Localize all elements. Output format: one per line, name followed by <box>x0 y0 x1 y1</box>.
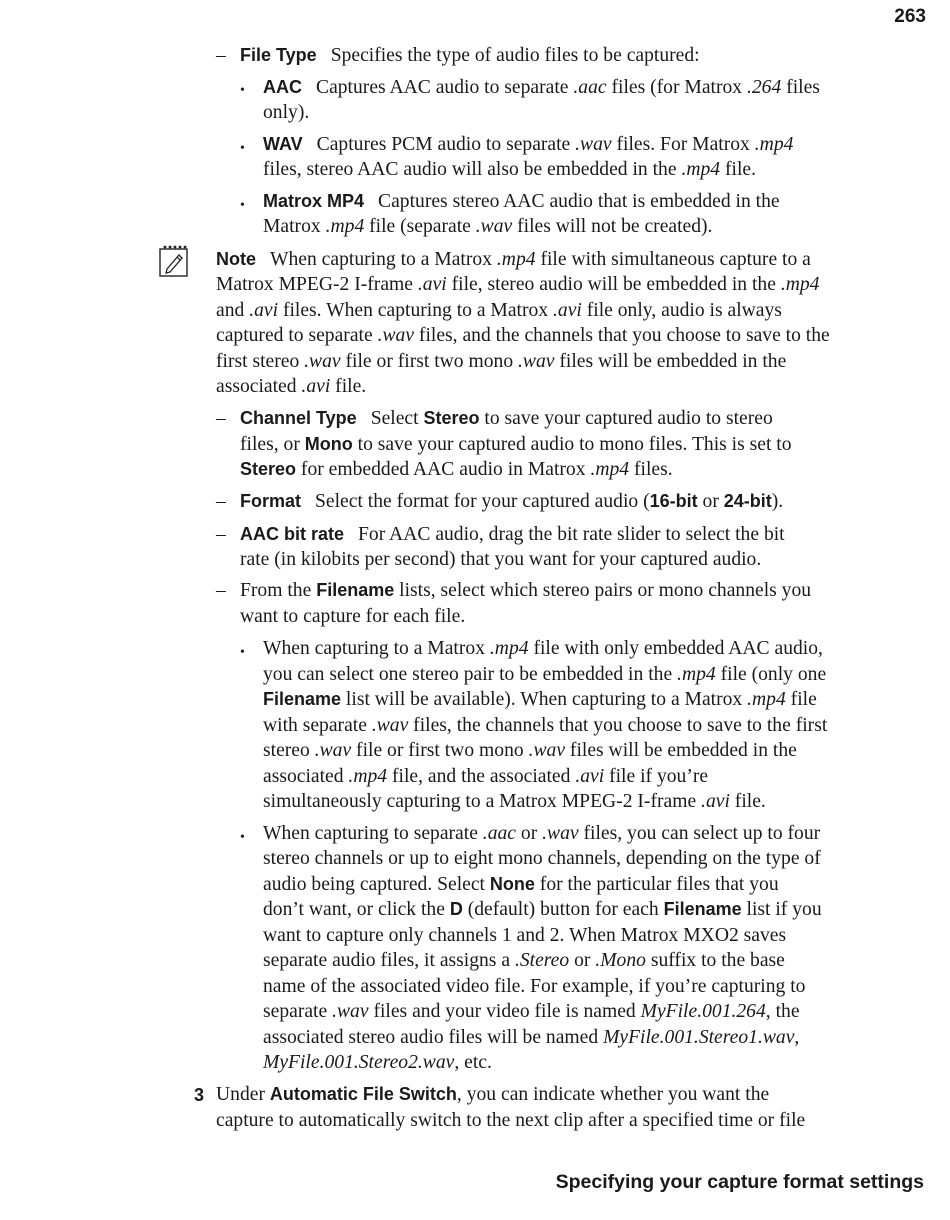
option-aac-cont <box>263 100 309 125</box>
b2-line-8 <box>263 999 800 1024</box>
option-wav-term: WAV <box>263 134 303 154</box>
bullet-marker: • <box>240 830 245 845</box>
text: When capturing to separate <box>263 823 483 844</box>
text: file or first two mono <box>340 351 519 372</box>
bold-text: Filename <box>263 689 342 709</box>
text: want to capture for each file. <box>240 606 466 627</box>
text: separate audio files, it assigns a <box>263 950 515 971</box>
bold-text: 16-bit <box>649 491 698 511</box>
text: for embedded AAC audio in Matrox <box>296 459 591 480</box>
ext: .wav <box>314 740 352 761</box>
file-type-desc: Specifies the type of audio files to be captured: <box>330 45 700 66</box>
text: Under <box>216 1084 270 1105</box>
bold-text: Filename <box>316 580 395 600</box>
text: For AAC audio, drag the bit rate slider to select the bit <box>358 524 785 545</box>
format-item <box>240 489 783 514</box>
option-aac <box>263 75 820 100</box>
text: file if you’re <box>604 766 709 787</box>
bullet-marker: • <box>240 645 245 660</box>
format-term: Format <box>240 491 302 511</box>
option-aac-term: AAC <box>263 77 302 97</box>
text: files, or <box>240 434 305 455</box>
text: Matrox <box>263 216 326 237</box>
text: files. <box>629 459 673 480</box>
b1-line-1 <box>263 636 823 661</box>
text: or <box>516 823 543 844</box>
text: Matrox MPEG-2 I-frame <box>216 274 418 295</box>
text: stereo channels or up to eight mono channels, depending on the type of <box>263 848 821 869</box>
ext: .aac <box>482 823 516 844</box>
text: or <box>697 491 724 512</box>
ext: .mp4 <box>590 459 630 480</box>
text: with separate <box>263 715 372 736</box>
ext: .aac <box>573 77 607 98</box>
text: file with only embedded AAC audio, <box>528 638 823 659</box>
ext: .mp4 <box>780 274 820 295</box>
b2-line-5 <box>263 923 786 948</box>
text: Captures AAC audio to separate <box>316 77 574 98</box>
note-line-5 <box>216 349 786 374</box>
text: file or first two mono <box>351 740 529 761</box>
note-line-2 <box>216 272 819 297</box>
text: files, and the channels that you choose to save to the <box>414 325 830 346</box>
ext: .wav <box>528 740 566 761</box>
ext: .wav <box>304 351 341 372</box>
ext: .Stereo <box>514 950 570 971</box>
ext: .avi <box>553 300 582 321</box>
bold-text: None <box>489 874 535 894</box>
text: stereo <box>263 740 315 761</box>
step-number: 3 <box>194 1085 205 1105</box>
text: , etc. <box>454 1052 492 1073</box>
ext: .avi <box>417 274 447 295</box>
bold-text: D <box>449 899 463 919</box>
text: file. <box>729 791 766 812</box>
ext: MyFile.001.264 <box>640 1001 766 1022</box>
note-line-4 <box>216 323 830 348</box>
step3-line-1 <box>216 1082 769 1107</box>
ext: .Mono <box>595 950 646 971</box>
option-wav <box>263 132 793 157</box>
text: associated stereo audio files will be named <box>263 1027 604 1048</box>
text: only). <box>263 102 310 123</box>
ext: .mp4 <box>496 249 536 270</box>
text: file with simultaneous capture to a <box>535 249 811 270</box>
text: files and your video file is named <box>368 1001 641 1022</box>
note-line-3 <box>216 298 782 323</box>
ext: .mp4 <box>681 159 721 180</box>
b1-line-4 <box>263 713 827 738</box>
text: capture to automatically switch to the next clip after a specified time or file <box>216 1110 806 1131</box>
text: want to capture only channels 1 and 2. When Matrox MXO2 saves <box>263 925 787 946</box>
ext: .wav <box>377 325 415 346</box>
aac-bit-rate-line-1 <box>240 522 785 547</box>
bullet-marker: • <box>240 83 245 98</box>
text: to save your captured audio to mono files. This is set to <box>352 434 792 455</box>
note-line-6 <box>216 374 366 399</box>
filename-line-1 <box>240 578 811 603</box>
text: Captures PCM audio to separate <box>316 134 576 155</box>
notepad-pencil-icon <box>158 244 190 278</box>
dash-marker: – <box>216 491 226 512</box>
channel-type-line-2 <box>240 432 792 457</box>
ext: .wav <box>575 134 612 155</box>
text: ). <box>771 491 784 512</box>
page-footer: Specifying your capture format settings <box>555 1171 924 1193</box>
ext: .wav <box>332 1001 369 1022</box>
text: to save your captured audio to stereo <box>479 408 773 429</box>
text: file. <box>720 159 757 180</box>
b1-line-3 <box>263 687 817 712</box>
text: associated <box>263 766 349 787</box>
channel-type-term: Channel Type <box>240 408 357 428</box>
text: files, stereo AAC audio will also be embedded in the <box>263 159 682 180</box>
bold-text: Stereo <box>423 408 480 428</box>
text: don’t want, or click the <box>263 899 450 920</box>
dash-marker: – <box>216 408 226 429</box>
bold-text: Automatic File Switch <box>269 1084 457 1104</box>
text: you can select one stereo pair to be embedded in the <box>263 664 678 685</box>
ext: .mp4 <box>754 134 794 155</box>
text: files <box>781 77 820 98</box>
bullet-marker: • <box>240 141 245 156</box>
bold-text: Mono <box>304 434 353 454</box>
text: Select <box>370 408 424 429</box>
channel-type-line-3 <box>240 457 673 482</box>
text: , <box>794 1027 800 1048</box>
text: files, you can select up to four <box>578 823 821 844</box>
text: From the <box>240 580 317 601</box>
note-line-1 <box>216 247 811 272</box>
text: captured to separate <box>216 325 378 346</box>
b1-line-6 <box>263 764 708 789</box>
text: files, the channels that you choose to save to the first <box>408 715 828 736</box>
text: associated <box>216 376 302 397</box>
ext: .mp4 <box>677 664 716 685</box>
b2-line-9 <box>263 1025 799 1050</box>
text: files will be embedded in the <box>565 740 797 761</box>
text: simultaneously capturing to a Matrox MPEG-2 I-frame <box>263 791 702 812</box>
text: Select the format for your captured audio ( <box>315 491 650 512</box>
text: or <box>569 950 596 971</box>
text: (default) button for each <box>462 899 664 920</box>
text: list if you <box>741 899 822 920</box>
ext: .wav <box>371 715 409 736</box>
ext: MyFile.001.Stereo2.wav <box>263 1052 455 1073</box>
text: files (for Matrox <box>606 77 747 98</box>
aac-bit-rate-term: AAC bit rate <box>240 524 345 544</box>
text: When capturing to a Matrox <box>263 638 490 659</box>
file-type-item <box>240 43 700 68</box>
text: for the particular files that you <box>534 874 779 895</box>
text: file, and the associated <box>387 766 576 787</box>
ext: .avi <box>249 300 279 321</box>
filename-line-2 <box>240 604 465 629</box>
option-mp4 <box>263 189 780 214</box>
text: , the <box>765 1001 800 1022</box>
ext: .wav <box>518 351 555 372</box>
aac-bit-rate-line-2 <box>240 547 761 572</box>
ext: .avi <box>575 766 605 787</box>
text: file, stereo audio will be embedded in the <box>446 274 781 295</box>
text: rate (in kilobits per second) that you want for your captured audio. <box>240 549 762 570</box>
channel-type-line-1 <box>240 406 773 431</box>
option-mp4-cont <box>263 214 712 239</box>
bullet-marker: • <box>240 198 245 213</box>
option-wav-cont <box>263 157 756 182</box>
b2-line-4 <box>263 897 822 922</box>
ext: MyFile.001.Stereo1.wav <box>603 1027 795 1048</box>
note-term: Note <box>216 249 256 269</box>
ext: .wav <box>542 823 579 844</box>
text: file (only one <box>715 664 827 685</box>
text: list will be available). When capturing to a Matrox <box>341 689 748 710</box>
ext: .wav <box>475 216 513 237</box>
ext: .avi <box>301 376 331 397</box>
text: Captures stereo AAC audio that is embedded in the <box>378 191 780 212</box>
b2-line-1 <box>263 821 820 846</box>
text: file. <box>330 376 367 397</box>
text: name of the associated video file. For example, if you’re capturing to <box>263 976 806 997</box>
b1-line-2 <box>263 662 826 687</box>
ext: .avi <box>701 791 730 812</box>
ext: .mp4 <box>325 216 365 237</box>
page-number: 263 <box>894 6 926 27</box>
dash-marker: – <box>216 580 226 601</box>
file-type-term: File Type <box>240 45 317 65</box>
text: files. When capturing to a Matrox <box>278 300 554 321</box>
ext: .mp4 <box>348 766 388 787</box>
text: files will be embedded in the <box>554 351 787 372</box>
text: files will not be created). <box>512 216 713 237</box>
step3-line-2 <box>216 1108 805 1133</box>
b2-line-3 <box>263 872 779 897</box>
text: , you can indicate whether you want the <box>456 1084 770 1105</box>
bold-text: 24-bit <box>723 491 772 511</box>
text: When capturing to a Matrox <box>270 249 497 270</box>
b2-line-2 <box>263 846 821 871</box>
text: lists, select which stereo pairs or mono channels you <box>394 580 812 601</box>
b2-line-7 <box>263 974 805 999</box>
b1-line-5 <box>263 738 797 763</box>
text: file only, audio is always <box>581 300 782 321</box>
b2-line-10 <box>263 1050 492 1075</box>
text: separate <box>263 1001 333 1022</box>
text: files. For Matrox <box>611 134 755 155</box>
dash-marker: – <box>216 45 226 66</box>
text: file (separate <box>364 216 476 237</box>
text: first stereo <box>216 351 305 372</box>
ext: .mp4 <box>747 689 786 710</box>
ext: .264 <box>746 77 782 98</box>
option-mp4-term: Matrox MP4 <box>263 191 365 211</box>
dash-marker: – <box>216 524 226 545</box>
ext: .mp4 <box>489 638 529 659</box>
b1-line-7 <box>263 789 766 814</box>
text: and <box>216 300 250 321</box>
text: audio being captured. Select <box>263 874 490 895</box>
b2-line-6 <box>263 948 785 973</box>
bold-text: Filename <box>663 899 742 919</box>
text: suffix to the base <box>645 950 785 971</box>
text: file <box>785 689 817 710</box>
bold-text: Stereo <box>240 459 297 479</box>
